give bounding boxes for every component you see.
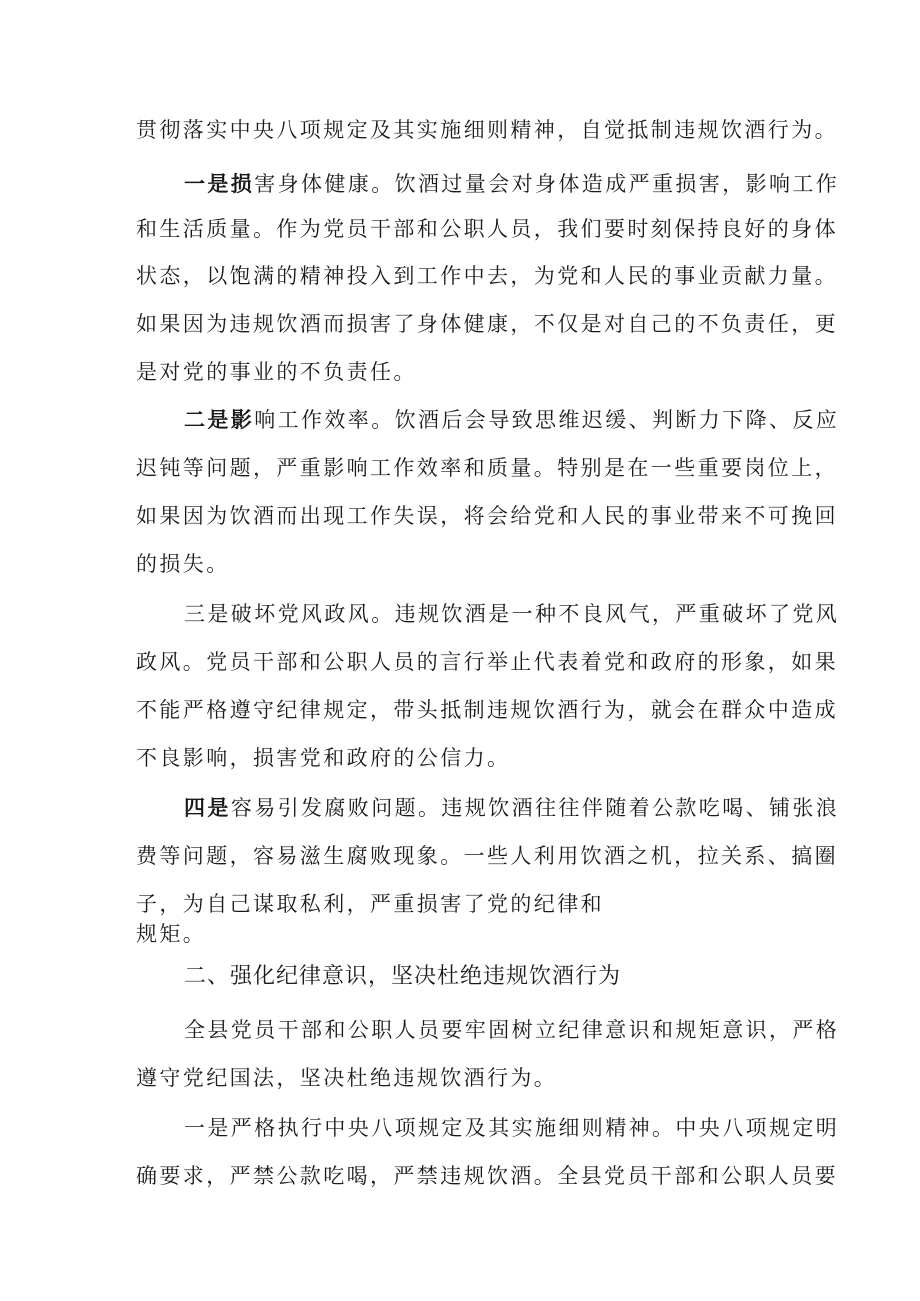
paragraph-line [184,170,839,198]
point-lead: 一是损 [184,171,255,196]
section-heading: 二、强化纪律意识，坚决杜绝违规饮酒行为 [184,964,622,989]
paragraph-line: 确要求，严禁公款吃喝，严禁违规饮酒。全县党员干部和公职人员要 [136,1164,838,1188]
paragraph-line: 如果因为饮酒而出现工作失误，将会给党和人民的事业带来不可挽回 [136,504,838,528]
point-text: 容易引发腐败问题。违规饮酒往往伴随着公款吃喝、铺张浪 [230,796,840,820]
paragraph-line: 状态，以饱满的精神投入到工作中去，为党和人民的事业贡献力量。 [136,264,838,288]
paragraph-line: 不良影响，损害党和政府的公信力。 [136,746,511,770]
paragraph-line: 如果因为违规饮酒而损害了身体健康，不仅是对自己的不负责任，更 [136,312,838,336]
point-lead: 四是 [184,795,231,820]
paragraph-line: 贯彻落实中央八项规定及其实施细则精神，自觉抵制违规饮酒行为。 [136,118,838,142]
paragraph-line: 是对党的事业的不负责任。 [136,360,417,384]
paragraph-line: 全县党员干部和公职人员要牢固树立纪律意识和规矩意识，严格 [184,1018,840,1042]
paragraph-line: 遵守党纪国法，坚决杜绝违规饮酒行为。 [136,1066,558,1090]
point-lead: 二是影 [184,407,255,432]
paragraph-line: 一是严格执行中央八项规定及其实施细则精神。中央八项规定明 [184,1116,840,1140]
paragraph-line: 三是破坏党风政风。违规饮酒是一种不良风气，严重破坏了党风 [184,602,840,626]
paragraph-line: 费等问题，容易滋生腐败现象。一些人利用饮酒之机，拉关系、搞圈 [136,844,838,868]
paragraph-line [184,406,839,434]
paragraph-line [184,794,839,822]
point-text: 害身体健康。饮酒过量会对身体造成严重损害，影响工作 [254,172,840,196]
paragraph-line: 的损失。 [136,552,230,576]
paragraph-line: 规矩。 [136,922,207,946]
paragraph-line: 和生活质量。作为党员干部和公职人员，我们要时刻保持良好的身体 [136,217,838,241]
paragraph-line: 政风。党员干部和公职人员的言行举止代表着党和政府的形象，如果 [136,650,838,674]
paragraph-line: 迟钝等问题，严重影响工作效率和质量。特别是在一些重要岗位上， [136,456,838,480]
paragraph-line: 不能严格遵守纪律规定，带头抵制违规饮酒行为，就会在群众中造成 [136,698,838,722]
point-text: 响工作效率。饮酒后会导致思维迟缓、判断力下降、反应 [254,408,840,432]
paragraph-line: 子，为自己谋取私利，严重损害了党的纪律和 [136,892,604,916]
